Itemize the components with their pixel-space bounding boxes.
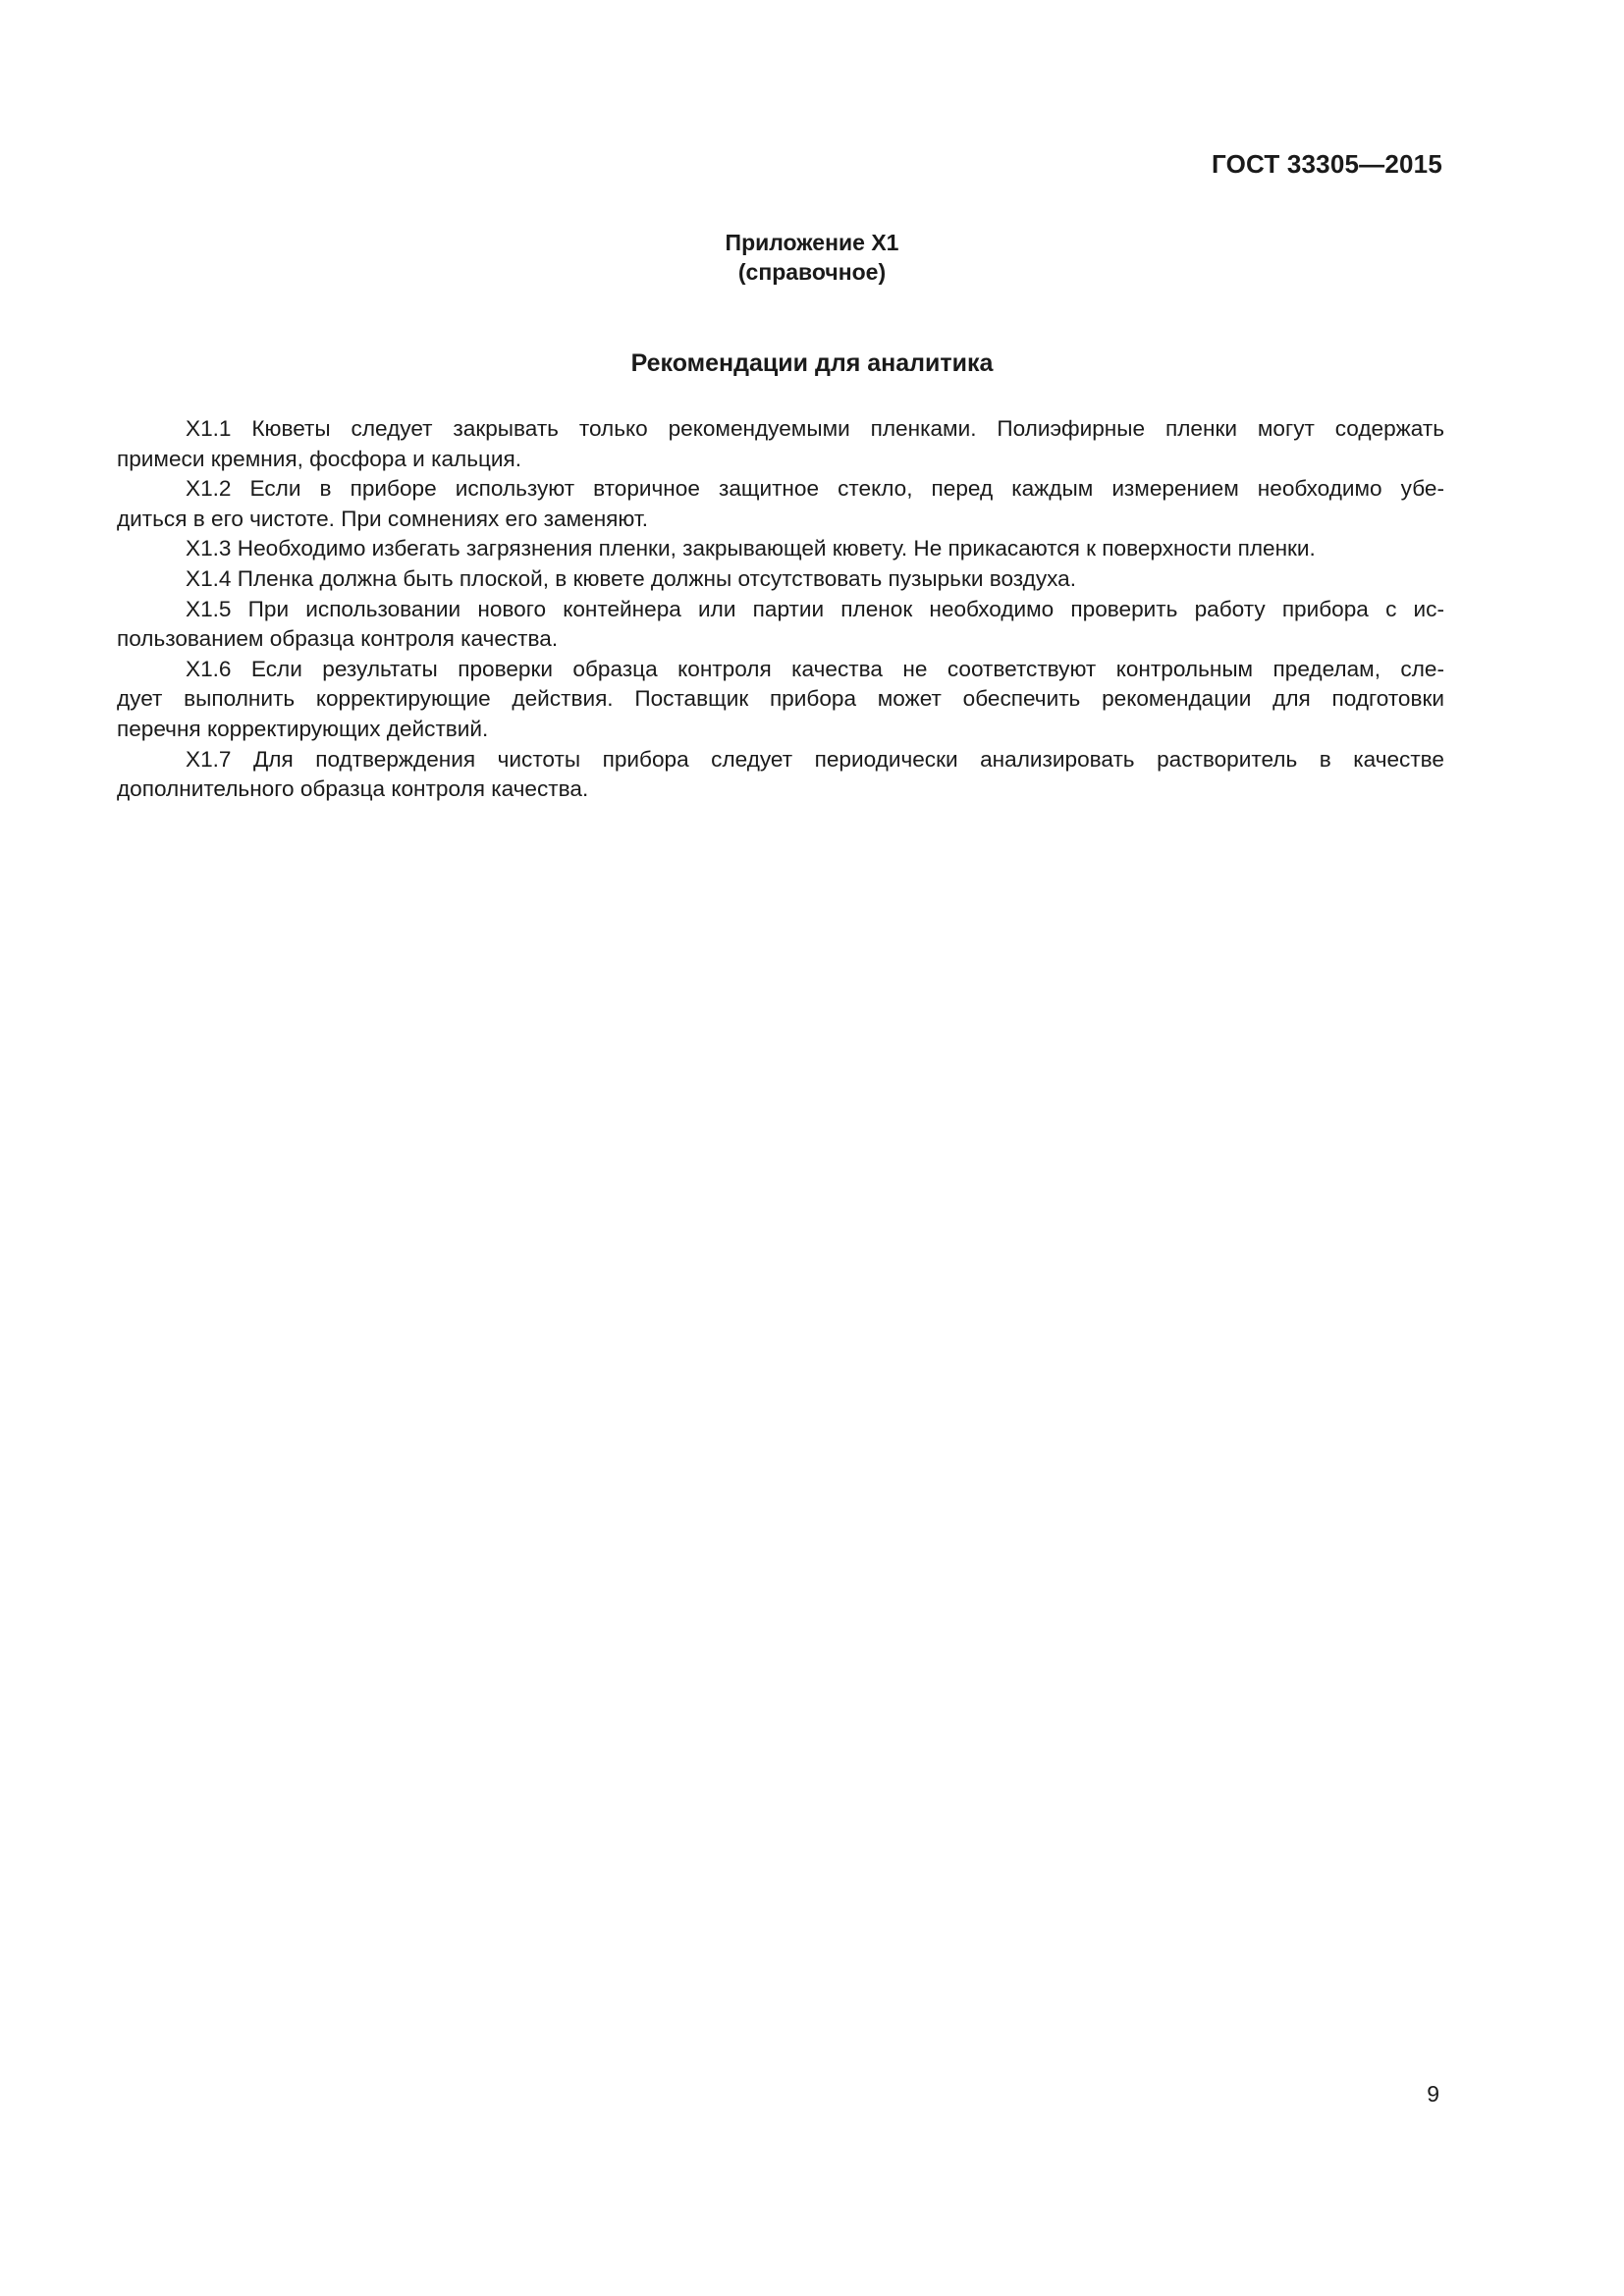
paragraph-x1-3 [117, 534, 1444, 564]
paragraph-line: X1.3 Необходимо избегать загрязнения пленки, закрывающей кювету. Не прикасаются к поверхности пленки. [186, 536, 1316, 561]
paragraph-x1-1 [117, 414, 1444, 474]
paragraph-x1-5 [117, 595, 1444, 655]
paragraph-line: дополнительного образца контроля качества. [117, 776, 589, 802]
paragraph-line: дует выполнить корректирующие действия. Поставщик прибора может обеспечить рекомендации для подготовки [117, 686, 1444, 712]
paragraph-line: примеси кремния, фосфора и кальция. [117, 446, 522, 471]
body-text [117, 414, 1444, 805]
paragraph-x1-2 [117, 474, 1444, 534]
paragraph-line: X1.6 Если результаты проверки образца контроля качества не соответствуют контрольным пределам, сле- [186, 656, 1444, 681]
paragraph-line: диться в его чистоте. При сомнениях его заменяют. [117, 506, 648, 531]
page-number: 9 [1427, 2081, 1439, 2107]
paragraph-x1-4 [117, 564, 1444, 595]
annex-kind: (справочное) [737, 259, 887, 285]
paragraph-line: пользованием образца контроля качества. [117, 626, 559, 652]
paragraph-line: X1.5 При использовании нового контейнера или партии пленок необходимо проверить работу прибора с ис- [186, 596, 1444, 621]
paragraph-x1-7 [117, 745, 1444, 805]
document-id: ГОСТ 33305—2015 [1212, 149, 1442, 179]
paragraph-line: перечня корректирующих действий. [117, 716, 489, 741]
paragraph-line: X1.7 Для подтверждения чистоты прибора следует периодически анализировать растворитель в качестве [186, 746, 1444, 772]
annex-heading [0, 228, 1624, 287]
section-title: Рекомендации для аналитика [630, 349, 994, 377]
paragraph-line: X1.4 Пленка должна быть плоской, в кювете должны отсутствовать пузырьки воздуха. [186, 565, 1077, 591]
paragraph-x1-6 [117, 655, 1444, 745]
paragraph-line: X1.1 Кюветы следует закрывать только рекомендуемыми пленками. Полиэфирные пленки могут содержать [186, 416, 1444, 441]
paragraph-line: X1.2 Если в приборе используют вторичное защитное стекло, перед каждым измерением необходимо убе- [186, 476, 1444, 502]
annex-title: Приложение X1 [725, 230, 899, 255]
